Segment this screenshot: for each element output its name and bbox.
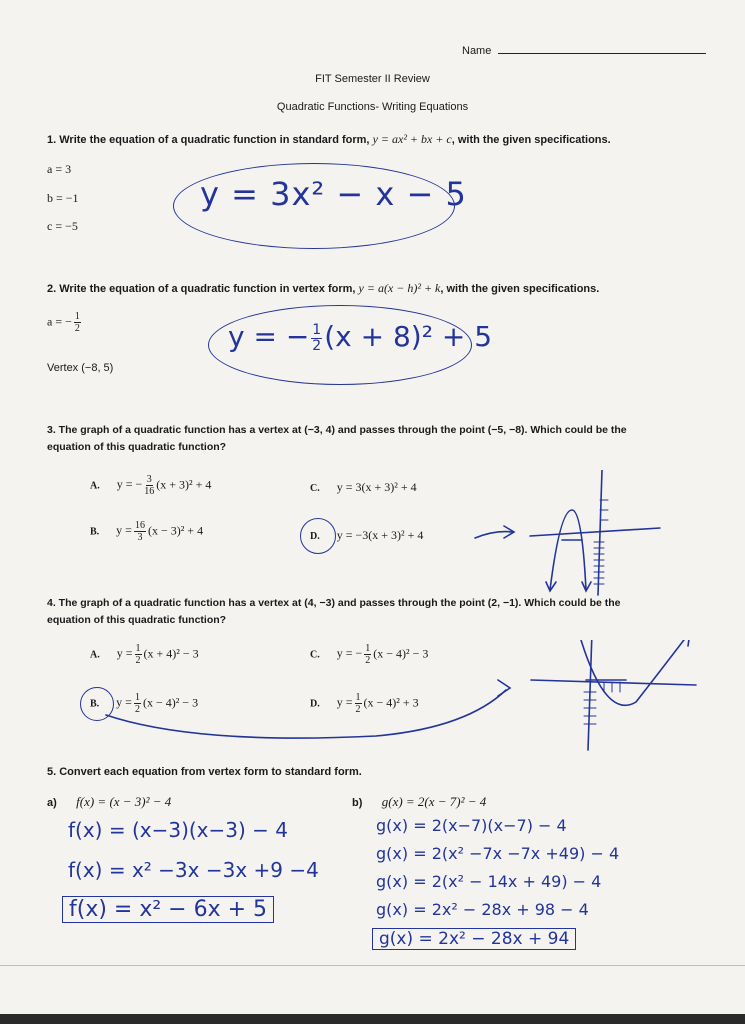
q1-c: c = −5 [47, 219, 78, 233]
scan-edge [0, 1014, 745, 1024]
q1-prompt: 1. Write the equation of a quadratic function in standard form, y = ax² + bx + c, with the given specifications. [47, 132, 611, 146]
q2-prompt: 2. Write the equation of a quadratic function in vertex form, y = a(x − h)² + k, with the given specifications. [47, 281, 600, 295]
q5-b-work-4: g(x) = 2x² − 28x + 98 − 4 [376, 900, 589, 919]
q2-vertex: Vertex (−8, 5) [47, 362, 114, 374]
q5-a-work-2: f(x) = x² −3x −3x +9 −4 [68, 858, 319, 882]
q5-b-work-1: g(x) = 2(x−7)(x−7) − 4 [376, 816, 567, 835]
page-divider [0, 965, 745, 966]
q5-b-work-3: g(x) = 2(x² − 14x + 49) − 4 [376, 872, 602, 891]
q3-sketch [470, 470, 670, 600]
q5-b-final: g(x) = 2x² − 28x + 94 [372, 928, 576, 950]
q3-option-a[interactable]: A. y = − $\frac{3}{16}$ (x + 3)² + 4 [90, 474, 212, 497]
q4-prompt-line2: equation of this quadratic function? [47, 614, 227, 626]
name-line [498, 53, 706, 54]
q3-option-b[interactable]: B. y = $\frac{16}{3}$ (x − 3)² + 4 [90, 520, 204, 543]
q5-b-work-2: g(x) = 2(x² −7x −7x +49) − 4 [376, 844, 620, 863]
q5-a-work-1: f(x) = (x−3)(x−3) − 4 [68, 818, 288, 842]
q4-option-a[interactable]: A. y = $\frac{1}{2}$ (x + 4)² − 3 [90, 643, 199, 666]
q4-option-c[interactable]: C. y = − $\frac{1}{2}$ (x − 4)² − 3 [310, 643, 429, 666]
q4-option-d[interactable]: D. y = $\frac{1}{2}$ (x − 4)² + 3 [310, 692, 419, 715]
q4-option-b[interactable]: B. y = $\frac{1}{2}$ (x − 4)² − 3 [90, 692, 199, 715]
q1-a: a = 3 [47, 162, 72, 176]
q3-option-c[interactable]: C. y = 3(x + 3)² + 4 [310, 480, 417, 494]
worksheet-title: Quadratic Functions- Writing Equations [276, 101, 469, 113]
q2-a: a = − $\frac{1}{2}$ [47, 311, 80, 334]
q5-b-header: b) g(x) = 2(x − 7)² − 4 [352, 794, 487, 809]
q1-b: b = −1 [47, 191, 79, 205]
q5-a-final: f(x) = x² − 6x + 5 [62, 896, 274, 923]
q3-prompt-line1: 3. The graph of a quadratic function has a vertex at (−3, 4) and passes through the point (−5, −8). Which could be the [47, 424, 627, 436]
q4-sketch [76, 640, 716, 760]
q5-a-header: a) f(x) = (x − 3)² − 4 [47, 794, 172, 809]
name-field [462, 45, 706, 57]
name-label: Name [462, 45, 492, 57]
q3-option-d[interactable]: D. y = −3(x + 3)² + 4 [310, 528, 424, 542]
q2-answer: y = − $\frac{1}{2}$ (x + 8)² + 5 [228, 320, 493, 354]
q3-prompt-line2: equation of this quadratic function? [47, 441, 227, 453]
q4-prompt-line1: 4. The graph of a quadratic function has a vertex at (4, −3) and passes through the point (2, −1). Which could be the [47, 597, 621, 609]
q1-answer: y = 3x² − x − 5 [200, 175, 467, 213]
q5-prompt: 5. Convert each equation from vertex form to standard form. [47, 766, 362, 778]
course-title: FIT Semester II Review [315, 73, 430, 85]
